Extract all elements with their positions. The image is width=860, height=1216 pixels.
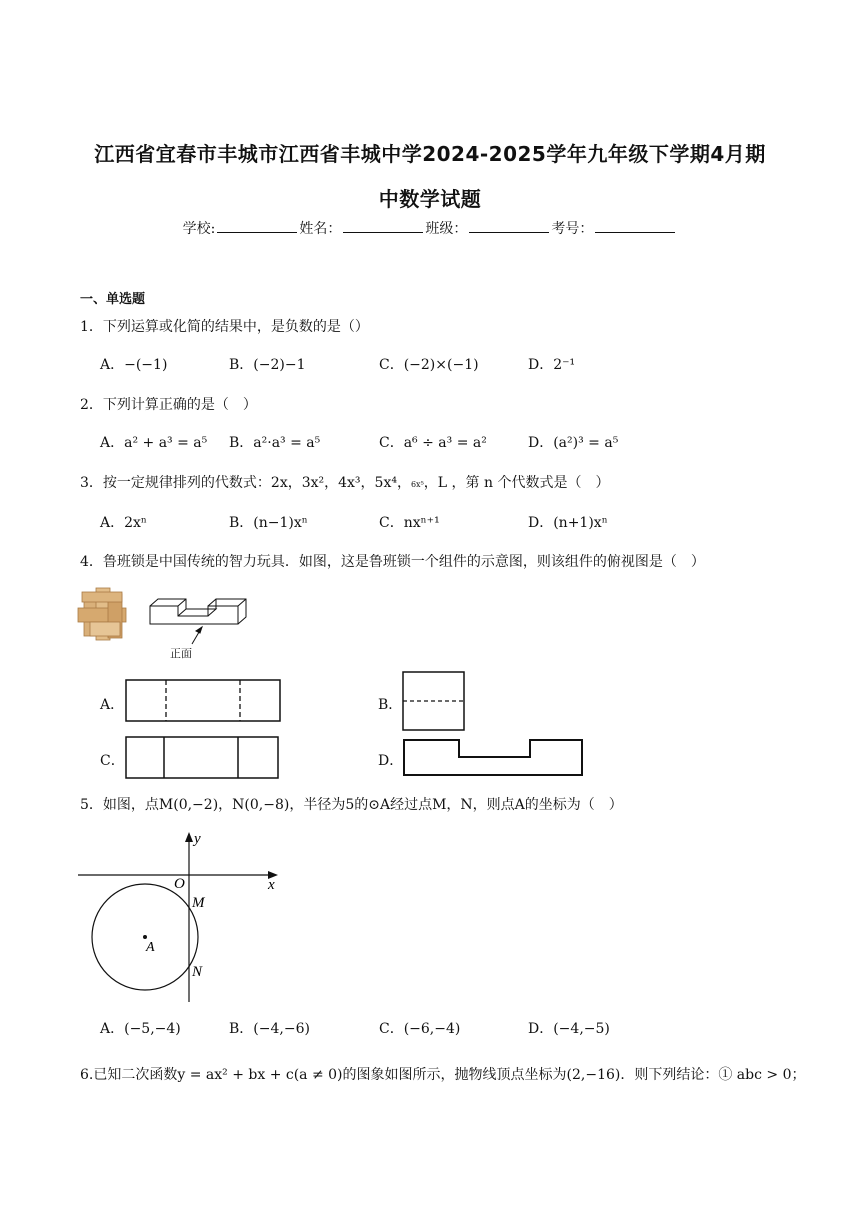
component-3d-sketch bbox=[150, 599, 246, 644]
question-3-option-b: B．(n−1)xⁿ bbox=[229, 515, 308, 531]
option-d-front-view bbox=[402, 737, 586, 779]
question-3-stem-end: ，L ，第 n 个代数式是（ ） bbox=[423, 475, 610, 491]
question-4-stem: 4．鲁班锁是中国传统的智力玩具．如图，这是鲁班锁一个组件的示意图，则该组件的俯视图是（ ） bbox=[80, 554, 705, 570]
question-1-stem: 1．下列运算或化简的结果中，是负数的是（） bbox=[80, 319, 369, 335]
point-n-label: N bbox=[192, 964, 203, 980]
y-axis-label: y bbox=[194, 831, 201, 847]
question-2-option-a: A．a² + a³ = a⁵ bbox=[100, 435, 208, 451]
luban-lock-figure bbox=[74, 584, 254, 660]
question-3-option-c: C．nxⁿ⁺¹ bbox=[379, 515, 440, 531]
circle-coordinate-figure bbox=[76, 826, 286, 1006]
question-4-option-a: A． bbox=[100, 697, 125, 713]
student-info-line bbox=[0, 218, 860, 238]
question-2-stem: 2．下列计算正确的是（ ） bbox=[80, 397, 257, 413]
exam-no-label: 考号： bbox=[551, 221, 594, 237]
question-3-option-a: A．2xⁿ bbox=[100, 515, 147, 531]
question-2-option-c: C．a⁶ ÷ a³ = a² bbox=[379, 435, 487, 451]
option-a-top-view bbox=[124, 678, 284, 724]
question-1-option-c: C．(−2)×(−1) bbox=[379, 357, 479, 373]
exam-no-blank bbox=[595, 220, 675, 233]
question-2-option-d: D．(a²)³ = a⁵ bbox=[528, 435, 619, 451]
option-b-top-view bbox=[401, 670, 467, 732]
question-3-stem-start: 3．按一定规律排列的代数式：2x，3x²，4x³，5x⁴， bbox=[80, 475, 411, 491]
question-4-option-b: B． bbox=[378, 697, 403, 713]
x-axis-label: x bbox=[268, 877, 275, 893]
question-1-option-a: A．−(−1) bbox=[100, 357, 168, 373]
class-blank bbox=[469, 220, 549, 233]
luban-lock-photo bbox=[78, 588, 126, 640]
school-label: 学校: bbox=[182, 221, 216, 237]
section-heading: 一、单选题 bbox=[80, 292, 146, 307]
page-title-line1: 江西省宜春市丰城市江西省丰城中学2024-2025学年九年级下学期4月期 bbox=[94, 142, 766, 166]
name-blank bbox=[343, 220, 423, 233]
question-6-stem: 6.已知二次函数y = ax² + bx + c(a ≠ 0)的图象如图所示，抛物线顶点坐标为(2,−16)．则下列结论：① abc > 0； bbox=[80, 1067, 806, 1083]
page-title-line2: 中数学试题 bbox=[378, 187, 482, 211]
point-a-label: A bbox=[146, 940, 155, 955]
class-label: 班级： bbox=[425, 221, 468, 237]
question-5-stem: 5．如图，点M(0,−2)，N(0,−8)，半径为5的⊙A经过点M，N，则点A的坐标为（ ） bbox=[80, 797, 623, 813]
name-label: 姓名： bbox=[299, 221, 342, 237]
question-3-option-d: D．(n+1)xⁿ bbox=[528, 515, 608, 531]
question-4-option-d: D． bbox=[378, 753, 404, 769]
center-point-a bbox=[143, 935, 147, 939]
point-m-label: M bbox=[192, 895, 205, 911]
origin-label: O bbox=[174, 876, 185, 892]
question-5-option-c: C．(−6,−4) bbox=[379, 1021, 461, 1037]
y-axis-arrow-icon bbox=[185, 832, 193, 842]
question-1-option-d: D．2⁻¹ bbox=[528, 357, 576, 373]
question-3-small-term: 6x⁵ bbox=[410, 480, 424, 489]
question-3-stem bbox=[80, 472, 609, 492]
question-4-option-c: C． bbox=[100, 753, 125, 769]
option-c-top-view bbox=[124, 735, 284, 781]
question-2-option-b: B．a²·a³ = a⁵ bbox=[229, 435, 321, 451]
question-5-option-b: B．(−4,−6) bbox=[229, 1021, 310, 1037]
front-label: 正面 bbox=[170, 647, 192, 660]
question-1-option-b: B．(−2)−1 bbox=[229, 357, 306, 373]
school-blank bbox=[217, 220, 297, 233]
question-5-option-d: D．(−4,−5) bbox=[528, 1021, 610, 1037]
question-5-option-a: A．(−5,−4) bbox=[100, 1021, 181, 1037]
